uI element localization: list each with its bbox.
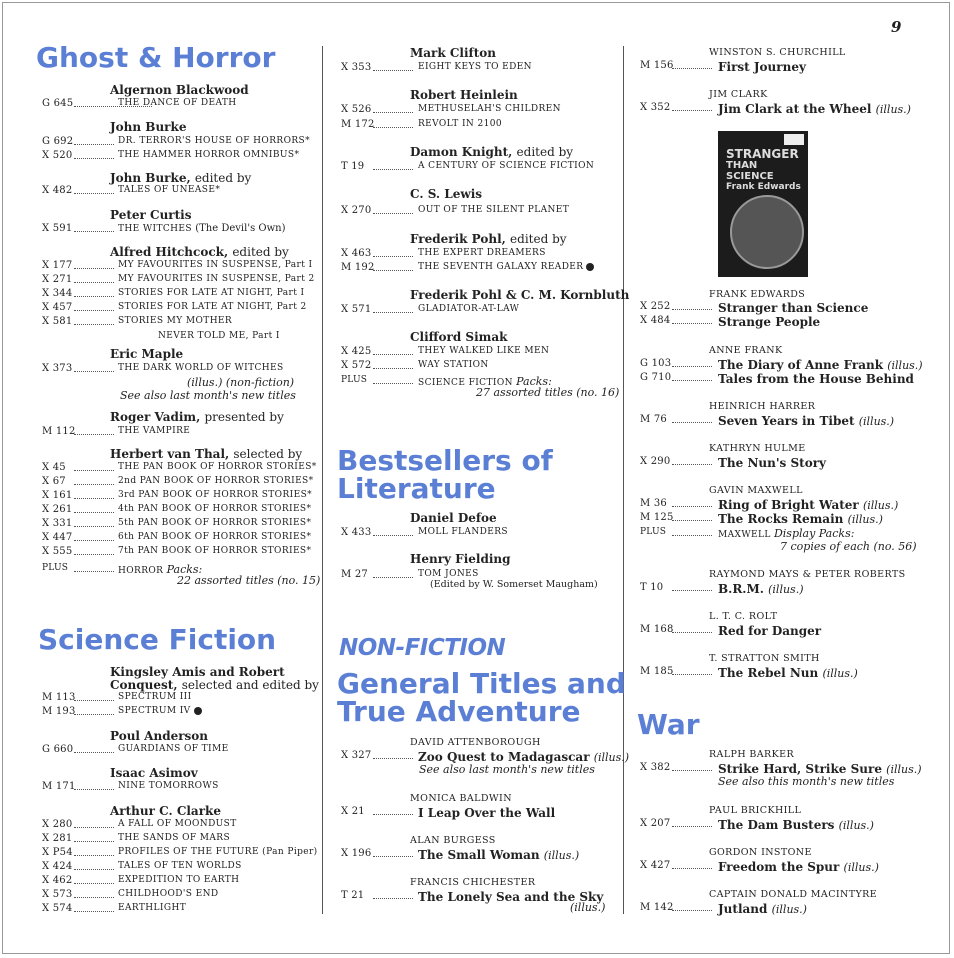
book-title: TOM JONES: [418, 569, 479, 579]
author: Herbert van Thal, selected by: [110, 447, 303, 461]
book-code: X 425: [341, 346, 372, 357]
book-code: X 462: [42, 875, 73, 886]
book-title: THE DANCE OF DEATH: [118, 98, 237, 108]
book-code: X 271: [42, 274, 73, 285]
author: GAVIN MAXWELL: [709, 485, 803, 496]
book-code: M 112: [42, 426, 76, 437]
book-code: G 692: [42, 136, 74, 147]
author: Frederik Pohl, edited by: [410, 232, 567, 246]
author: RAYMOND MAYS & PETER ROBERTS: [709, 569, 906, 580]
book-code: M 27: [341, 569, 368, 580]
author: RALPH BARKER: [709, 749, 794, 760]
see-also-note: See also this month's new titles: [718, 775, 895, 788]
book-title: The Dam Busters (illus.): [718, 818, 874, 832]
title-continuation: 27 assorted titles (no. 16): [476, 386, 620, 399]
book-title: The Rebel Nun (illus.): [718, 666, 858, 680]
book-code: X 252: [640, 301, 671, 312]
book-code: X 207: [640, 818, 671, 829]
title-continuation: NEVER TOLD ME, Part I: [158, 331, 280, 341]
book-code: X 196: [341, 848, 372, 859]
book-code: X 573: [42, 889, 73, 900]
book-code: X 555: [42, 546, 73, 557]
book-code: X 433: [341, 527, 372, 538]
book-title: MY FAVOURITES IN SUSPENSE, Part I: [118, 260, 313, 270]
book-title: THE WITCHES (The Devil's Own): [118, 223, 286, 234]
book-title: THE EXPERT DREAMERS: [418, 248, 546, 258]
book-title: Zoo Quest to Madagascar (illus.): [418, 750, 630, 764]
book-title: DR. TERROR'S HOUSE OF HORRORS*: [118, 136, 310, 146]
book-title: REVOLT IN 2100: [418, 119, 502, 129]
pan-logo: [784, 134, 804, 145]
book-title: MOLL FLANDERS: [418, 527, 508, 537]
book-title: THE VAMPIRE: [118, 426, 191, 436]
author: WINSTON S. CHURCHILL: [709, 47, 846, 58]
author: Peter Curtis: [110, 208, 192, 222]
page-number: 9: [891, 18, 902, 36]
author: Henry Fielding: [410, 552, 511, 566]
book-title: HORROR Packs:: [118, 563, 203, 576]
author: John Burke, edited by: [110, 171, 252, 185]
author: Isaac Asimov: [110, 766, 198, 780]
section-heading-non-fiction: NON-FICTION: [339, 635, 506, 661]
author: KATHRYN HULME: [709, 443, 806, 454]
book-title: Red for Danger: [718, 624, 822, 638]
book-code: PLUS: [341, 375, 368, 385]
author: Roger Vadim, presented by: [110, 410, 284, 424]
book-title: TALES OF UNEASE*: [118, 185, 221, 195]
book-code: M 76: [640, 414, 667, 425]
book-title: 2nd PAN BOOK OF HORROR STORIES*: [118, 476, 314, 486]
book-code: T 10: [640, 582, 664, 593]
book-title: Strike Hard, Strike Sure (illus.): [718, 762, 922, 776]
author: HEINRICH HARRER: [709, 401, 816, 412]
book-code: X 484: [640, 315, 671, 326]
title-continuation: (illus.): [570, 901, 606, 914]
book-code: X 463: [341, 248, 372, 259]
book-code: G 103: [640, 358, 672, 369]
book-title: EXPEDITION TO EARTH: [118, 875, 240, 885]
author: Algernon Blackwood: [110, 83, 249, 97]
book-title: 4th PAN BOOK OF HORROR STORIES*: [118, 504, 312, 514]
book-code: X 161: [42, 490, 73, 501]
book-title: SCIENCE FICTION Packs:: [418, 375, 552, 388]
book-title: THEY WALKED LIKE MEN: [418, 346, 550, 356]
book-title: A FALL OF MOONDUST: [118, 819, 237, 829]
book-code: M 185: [640, 666, 674, 677]
book-title: EIGHT KEYS TO EDEN: [418, 62, 532, 72]
author: GORDON INSTONE: [709, 847, 812, 858]
book-code: X 482: [42, 185, 73, 196]
author: ALAN BURGESS: [410, 835, 496, 846]
author: Mark Clifton: [410, 46, 496, 60]
book-title: 5th PAN BOOK OF HORROR STORIES*: [118, 518, 312, 528]
book-code: X 572: [341, 360, 372, 371]
book-code: X 261: [42, 504, 73, 515]
book-title: Tales from the House Behind: [718, 372, 914, 386]
author: T. STRATTON SMITH: [709, 653, 820, 664]
author: Alfred Hitchcock, edited by: [110, 245, 289, 259]
book-title: Ring of Bright Water (illus.): [718, 498, 899, 512]
author: C. S. Lewis: [410, 187, 483, 201]
book-code: G 645: [42, 98, 74, 109]
book-title: A CENTURY OF SCIENCE FICTION: [418, 161, 595, 171]
author: PAUL BRICKHILL: [709, 805, 802, 816]
column-rule-1: [322, 46, 323, 914]
author: L. T. C. ROLT: [709, 611, 778, 622]
book-code: M 113: [42, 692, 76, 703]
book-code: X 177: [42, 260, 73, 271]
book-code: X 424: [42, 861, 73, 872]
author: FRANCIS CHICHESTER: [410, 877, 536, 888]
book-title: THE HAMMER HORROR OMNIBUS*: [118, 150, 300, 160]
author: FRANK EDWARDS: [709, 289, 806, 300]
book-title: STORIES FOR LATE AT NIGHT, Part I: [118, 288, 305, 298]
title-continuation: 7 copies of each (no. 56): [780, 540, 917, 553]
new-title-marker: [194, 707, 202, 715]
book-title: First Journey: [718, 60, 806, 74]
book-code: X 270: [341, 205, 372, 216]
book-code: X P54: [42, 847, 73, 858]
book-code: X 427: [640, 860, 671, 871]
book-code: T 21: [341, 890, 365, 901]
book-title: GLADIATOR-AT-LAW: [418, 304, 520, 314]
author: Arthur C. Clarke: [110, 804, 221, 818]
book-code: PLUS: [640, 527, 667, 537]
book-title: The Lonely Sea and the Sky: [418, 890, 604, 904]
book-title: TALES OF TEN WORLDS: [118, 861, 242, 871]
see-also-note: See also last month's new titles: [419, 763, 595, 776]
book-title: MAXWELL Display Packs:: [718, 527, 855, 540]
book-code: M 171: [42, 781, 76, 792]
book-code: X 457: [42, 302, 73, 313]
book-code: M 36: [640, 498, 667, 509]
author: John Burke: [110, 120, 187, 134]
book-code: X 290: [640, 456, 671, 467]
book-title: MY FAVOURITES IN SUSPENSE, Part 2: [118, 274, 315, 284]
book-title: The Rocks Remain (illus.): [718, 512, 883, 526]
author: Damon Knight, edited by: [410, 145, 574, 159]
book-title: Jim Clark at the Wheel (illus.): [718, 102, 911, 116]
book-code: M 192: [341, 262, 375, 273]
title-continuation: (illus.) (non-fiction): [187, 376, 295, 389]
book-title: Freedom the Spur (illus.): [718, 860, 879, 874]
section-heading-ghost-horror: Ghost & Horror: [36, 41, 276, 74]
book-code: X 447: [42, 532, 73, 543]
author: Robert Heinlein: [410, 88, 518, 102]
book-title: PROFILES OF THE FUTURE (Pan Piper): [118, 847, 318, 857]
book-code: X 574: [42, 903, 73, 914]
book-title: METHUSELAH'S CHILDREN: [418, 104, 561, 114]
book-title: OUT OF THE SILENT PLANET: [418, 205, 570, 215]
book-title: STORIES MY MOTHER: [118, 316, 233, 326]
book-code: M 168: [640, 624, 674, 635]
book-title: SPECTRUM III: [118, 692, 192, 702]
book-title: CHILDHOOD'S END: [118, 889, 219, 899]
book-title: The Nun's Story: [718, 456, 826, 470]
book-code: X 331: [42, 518, 73, 529]
book-cover-image: [718, 131, 808, 277]
book-code: X 344: [42, 288, 73, 299]
section-heading-bestsellers-2: Literature: [337, 472, 496, 505]
book-title: WAY STATION: [418, 360, 489, 370]
author: Clifford Simak: [410, 330, 508, 344]
book-code: M 172: [341, 119, 375, 130]
book-title: THE SEVENTH GALAXY READER: [418, 262, 594, 272]
globe-illustration: [730, 195, 804, 269]
book-code: M 156: [640, 60, 674, 71]
author: JIM CLARK: [709, 89, 768, 100]
section-heading-true-adventure: True Adventure: [337, 695, 581, 728]
book-code: X 281: [42, 833, 73, 844]
book-code: G 660: [42, 744, 74, 755]
book-code: X 571: [341, 304, 372, 315]
title-continuation: (Edited by W. Somerset Maugham): [430, 579, 598, 590]
author: ANNE FRANK: [709, 345, 783, 356]
book-code: M 193: [42, 706, 76, 717]
book-code: X 373: [42, 363, 73, 374]
book-code: X 353: [341, 62, 372, 73]
book-code: X 21: [341, 806, 365, 817]
book-title: SPECTRUM IV: [118, 706, 202, 716]
book-code: X 581: [42, 316, 73, 327]
author: Kingsley Amis and Robert: [110, 665, 285, 679]
book-title: The Diary of Anne Frank (illus.): [718, 358, 923, 372]
book-code: PLUS: [42, 563, 69, 573]
book-title: THE PAN BOOK OF HORROR STORIES*: [118, 462, 317, 472]
book-title: STORIES FOR LATE AT NIGHT, Part 2: [118, 302, 307, 312]
new-title-marker: [586, 263, 594, 271]
author: Conquest, selected and edited by: [110, 678, 319, 692]
section-heading-bestsellers: Bestsellers of: [337, 444, 553, 477]
book-code: M 142: [640, 902, 674, 913]
section-heading-general-titles: General Titles and: [337, 667, 626, 700]
author: CAPTAIN DONALD MACINTYRE: [709, 889, 878, 900]
book-title: I Leap Over the Wall: [418, 806, 556, 820]
book-code: X 67: [42, 476, 66, 487]
author: MONICA BALDWIN: [410, 793, 512, 804]
see-also-note: See also last month's new titles: [120, 389, 296, 402]
title-continuation: 22 assorted titles (no. 15): [177, 574, 321, 587]
book-title: THE DARK WORLD OF WITCHES: [118, 363, 284, 373]
book-code: X 526: [341, 104, 372, 115]
book-code: X 382: [640, 762, 671, 773]
book-title: Strange People: [718, 315, 821, 329]
cover-title: STRANGER THAN SCIENCE Frank Edwards: [726, 147, 801, 192]
author: Daniel Defoe: [410, 511, 497, 525]
book-code: T 19: [341, 161, 365, 172]
book-code: G 710: [640, 372, 672, 383]
book-title: NINE TOMORROWS: [118, 781, 219, 791]
book-title: 6th PAN BOOK OF HORROR STORIES*: [118, 532, 312, 542]
section-heading-science-fiction: Science Fiction: [38, 623, 277, 656]
book-code: M 125: [640, 512, 674, 523]
book-title: B.R.M. (illus.): [718, 582, 804, 596]
book-code: X 280: [42, 819, 73, 830]
book-code: X 352: [640, 102, 671, 113]
author: Eric Maple: [110, 347, 184, 361]
book-title: Jutland (illus.): [718, 902, 807, 916]
book-title: EARTHLIGHT: [118, 903, 187, 913]
book-title: The Small Woman (illus.): [418, 848, 580, 862]
author: DAVID ATTENBOROUGH: [410, 737, 541, 748]
book-code: X 45: [42, 462, 66, 473]
section-heading-war: War: [637, 708, 700, 741]
book-code: X 591: [42, 223, 73, 234]
book-code: X 327: [341, 750, 372, 761]
book-title: GUARDIANS OF TIME: [118, 744, 229, 754]
book-title: Seven Years in Tibet (illus.): [718, 414, 895, 428]
book-title: 7th PAN BOOK OF HORROR STORIES*: [118, 546, 312, 556]
book-title: 3rd PAN BOOK OF HORROR STORIES*: [118, 490, 313, 500]
column-rule-2: [623, 46, 624, 914]
book-title: Stranger than Science: [718, 301, 869, 315]
author: Frederik Pohl & C. M. Kornbluth: [410, 288, 630, 302]
book-title: THE SANDS OF MARS: [118, 833, 231, 843]
author: Poul Anderson: [110, 729, 209, 743]
book-code: X 520: [42, 150, 73, 161]
